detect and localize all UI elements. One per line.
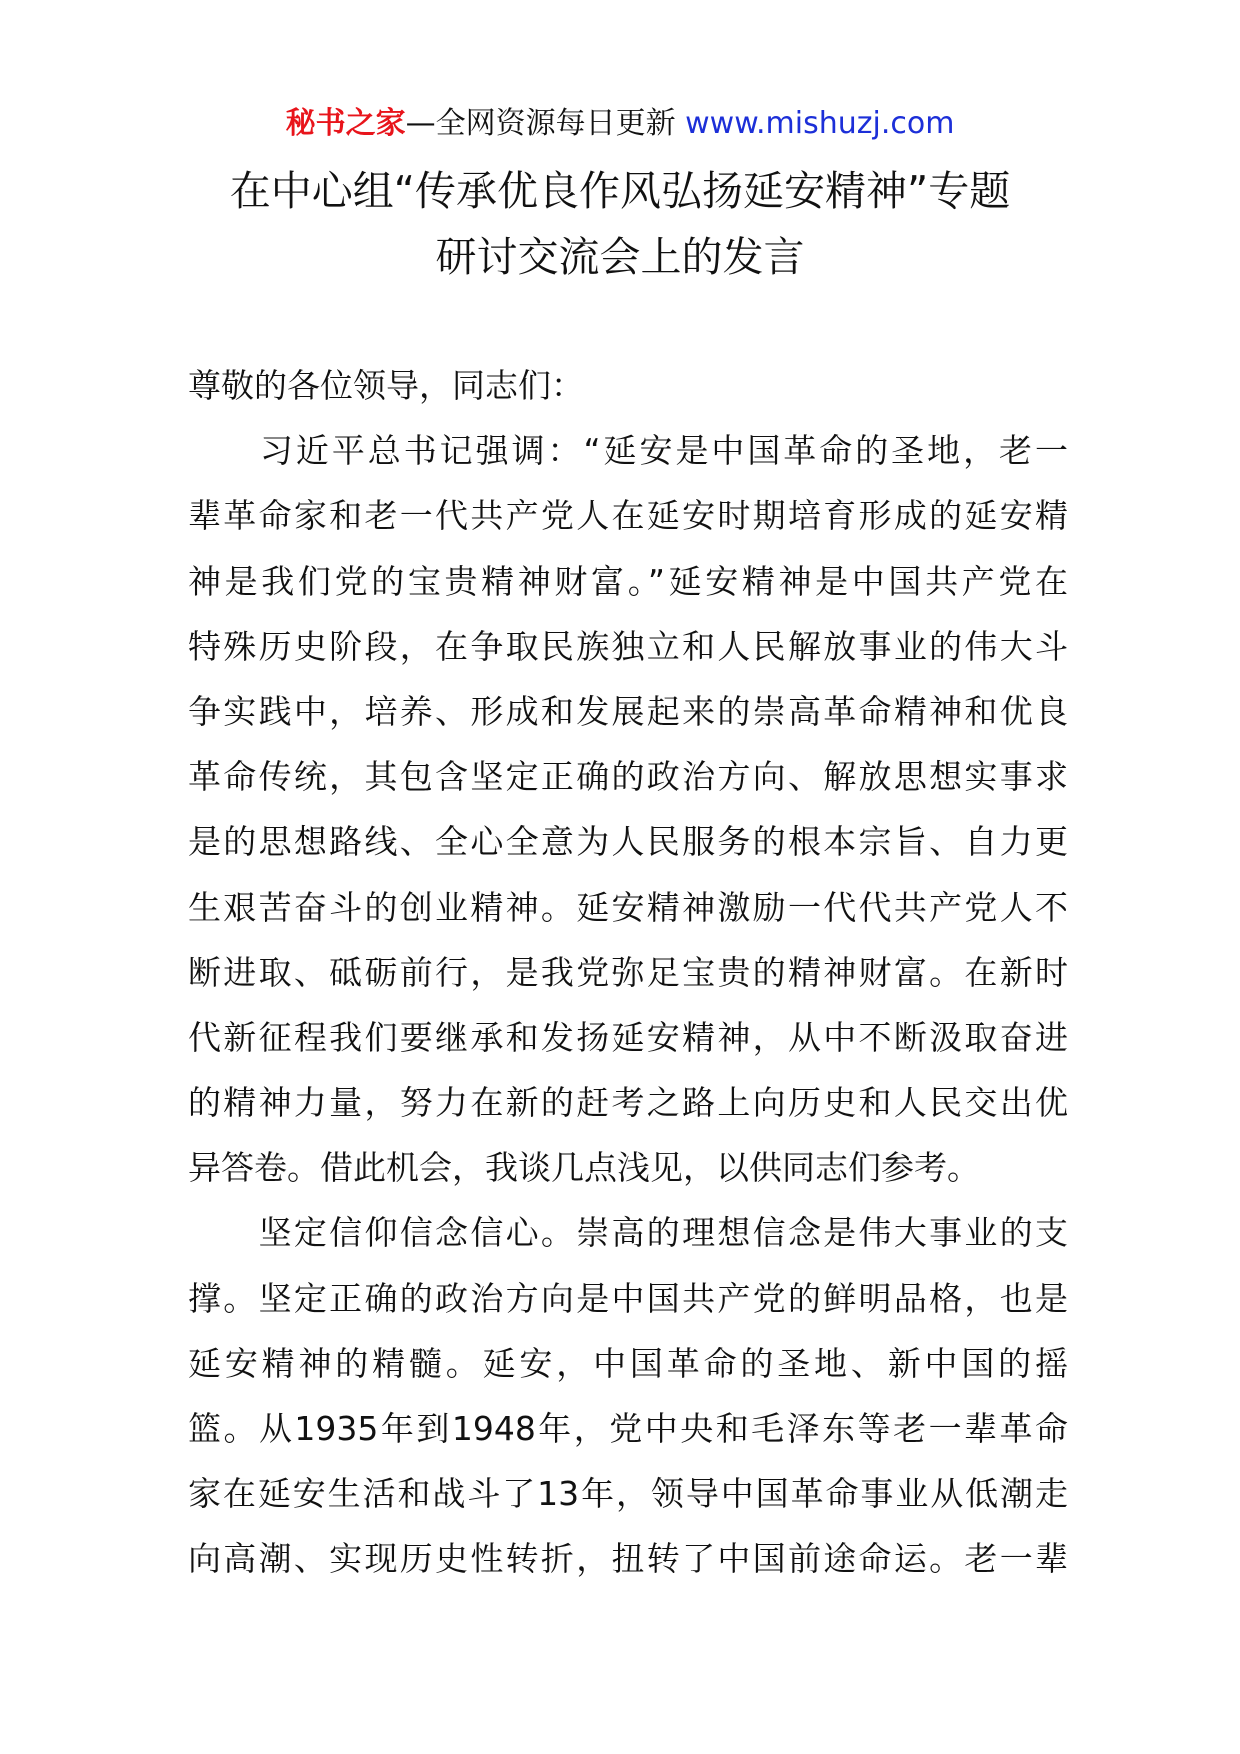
body-line: 革命传统，其包含坚定正确的政治方向、解放思想实事求 <box>188 757 1068 797</box>
body-line: 向高潮、实现历史性转折，扭转了中国前途命运。老一辈 <box>188 1539 1068 1579</box>
site-tagline: —全网资源每日更新 <box>405 106 686 141</box>
body-line: 特殊历史阶段，在争取民族独立和人民解放事业的伟大斗 <box>188 626 1068 666</box>
body-line: 辈革命家和老一代共产党人在延安时期培育形成的延安精 <box>188 496 1068 536</box>
salutation: 尊敬的各位领导，同志们： <box>188 366 584 405</box>
body-line: 习近平总书记强调：“延安是中国革命的圣地，老一 <box>188 431 1068 471</box>
site-brand: 秘书之家 <box>285 106 406 141</box>
body-line: 生艰苦奋斗的创业精神。延安精神激励一代代共产党人不 <box>188 887 1068 927</box>
body-line: 延安精神的精髓。延安，中国革命的圣地、新中国的摇 <box>188 1343 1068 1383</box>
document-title <box>0 158 1240 290</box>
title-line-2: 研讨交流会上的发言 <box>435 233 805 281</box>
body-line: 代新征程我们要继承和发扬延安精神，从中不断汲取奋进 <box>188 1017 1068 1057</box>
body-line: 篮。从1935年到1948年，党中央和毛泽东等老一辈革命 <box>188 1409 1068 1448</box>
title-line-1: 在中心组“传承优良作风弘扬延安精神”专题 <box>229 167 1011 215</box>
body-line: 坚定信仰信念信心。崇高的理想信念是伟大事业的支 <box>188 1213 1068 1253</box>
body-line: 是的思想路线、全心全意为人民服务的根本宗旨、自力更 <box>188 822 1068 862</box>
body-line: 异答卷。借此机会，我谈几点浅见，以供同志们参考。 <box>188 1148 980 1188</box>
body-line: 撑。坚定正确的政治方向是中国共产党的鲜明品格，也是 <box>188 1278 1068 1318</box>
body-line: 争实践中，培养、形成和发展起来的崇高革命精神和优良 <box>188 691 1068 731</box>
document-body <box>188 353 1068 1592</box>
body-line: 家在延安生活和战斗了13年，领导中国革命事业从低潮走 <box>188 1474 1068 1514</box>
body-line: 神是我们党的宝贵精神财富。”延安精神是中国共产党在 <box>188 561 1068 601</box>
body-line: 断进取、砥砺前行，是我党弥足宝贵的精神财富。在新时 <box>188 952 1068 992</box>
site-url-link[interactable]: www.mishuzj.com <box>685 106 955 141</box>
body-line: 的精神力量，努力在新的赶考之路上向历史和人民交出优 <box>188 1083 1068 1123</box>
site-header <box>0 100 1240 148</box>
